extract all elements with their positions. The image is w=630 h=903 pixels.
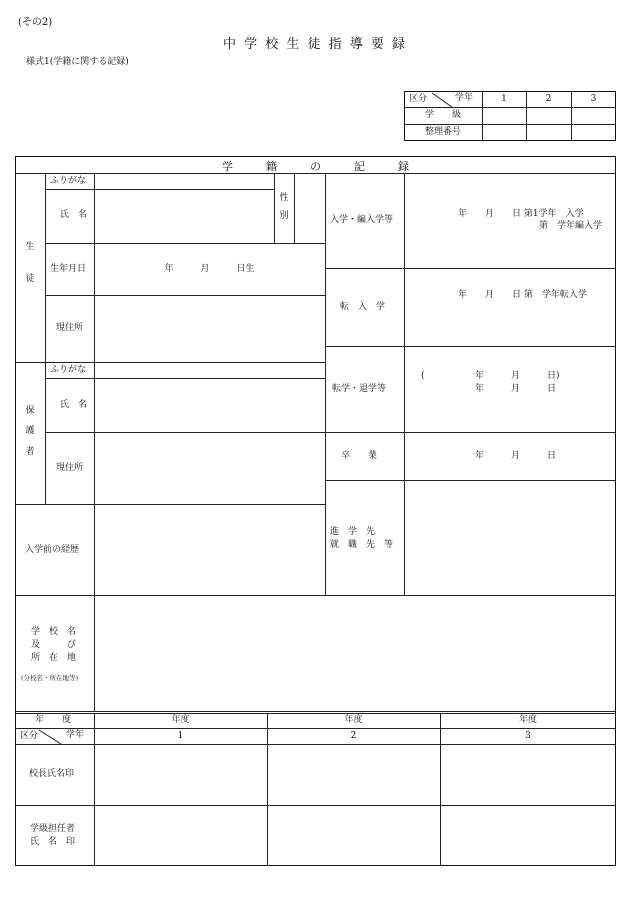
student-furigana-label: ふりがな — [50, 176, 87, 186]
school-name-line-3: 所 在 地 — [31, 653, 77, 663]
graduation-label: 卒 業 — [341, 451, 378, 461]
year-cell-1: 年度 — [171, 715, 190, 725]
student-label — [24, 240, 36, 287]
transfer-in-label: 転 入 学 — [340, 302, 386, 312]
school-note: (分校名・所在地等) — [21, 674, 79, 682]
sex-char-2: 別 — [279, 211, 289, 222]
student-address-label: 現住所 — [56, 323, 84, 333]
student-char-1: 生 — [25, 242, 35, 252]
grade-box-grade-3: 3 — [590, 94, 597, 104]
grade-box-grade-1: 1 — [501, 94, 507, 104]
seiri-bangou-label: 整理番号 — [424, 127, 461, 137]
class-label: 学 級 — [424, 110, 461, 120]
guardian-label — [24, 404, 36, 459]
grade-box-gakunen: 学年 — [455, 93, 474, 103]
page-subtitle: 様式1(学籍に関する記録) — [26, 57, 129, 67]
page-title: 中 学 校 生 徒 指 導 要 録 — [222, 37, 408, 52]
guardian-char-3: 者 — [25, 446, 35, 457]
bottom-grade-3: 3 — [525, 731, 531, 741]
guardian-address-label: 現住所 — [56, 463, 84, 473]
graduation-line: 年 月 日 — [475, 451, 557, 461]
bottom-kubun-label: 区分 — [20, 731, 39, 741]
transfer-out-line-2: 年 月 日 — [475, 384, 557, 394]
transfer-in-line: 年 月 日 第 学年転入学 — [458, 290, 587, 300]
bottom-gakunen-label: 学年 — [66, 730, 85, 740]
year-cell-2: 年度 — [344, 715, 363, 725]
transfer-out-label: 転学・退学等 — [332, 384, 387, 394]
admission-line-1: 年 月 日 第1学年 入学 — [458, 209, 584, 219]
school-name-line-2: 及 び — [31, 640, 77, 650]
teacher-seal-line-1: 学級担任者 — [30, 824, 76, 834]
teacher-seal-line-2: 氏 名 印 — [30, 837, 76, 847]
next-destination-line-2: 就 職 先 等 — [330, 540, 394, 550]
guardian-char-1: 保 — [25, 406, 35, 416]
part-label: (その2) — [18, 17, 53, 28]
principal-seal-label: 校長氏名印 — [29, 769, 75, 779]
birth-value: 年 月 日生 — [164, 264, 255, 274]
guardian-furigana-label: ふりがな — [50, 365, 87, 375]
year-label: 年 度 — [35, 715, 72, 725]
sex-label — [278, 191, 290, 224]
section-title: 学 籍 の 記 録 — [222, 160, 409, 173]
transfer-out-line-1: 年 月 日) — [475, 371, 560, 381]
bottom-grade-1: 1 — [177, 731, 184, 741]
student-name-label: 氏 名 — [60, 210, 88, 220]
admission-label: 入学・編入学等 — [330, 215, 394, 225]
sex-char-1: 性 — [279, 193, 289, 203]
birth-label: 生年月日 — [50, 264, 87, 274]
guardian-char-2: 護 — [25, 426, 35, 437]
guardian-name-label: 氏 名 — [60, 400, 88, 410]
transfer-out-open-paren: ( — [421, 371, 425, 381]
school-name-line-1: 学 校 名 — [31, 627, 77, 637]
student-char-2: 徒 — [25, 274, 35, 285]
next-destination-line-1: 進 学 先 — [330, 527, 376, 537]
grade-box-kubun: 区分 — [409, 94, 428, 104]
year-cell-3: 年度 — [518, 715, 537, 725]
bottom-grade-2: 2 — [350, 731, 357, 741]
admission-line-2: 第 学年編入学 — [539, 221, 603, 231]
grade-box-grade-2: 2 — [545, 94, 552, 104]
prior-history-label: 入学前の経歴 — [25, 545, 80, 555]
